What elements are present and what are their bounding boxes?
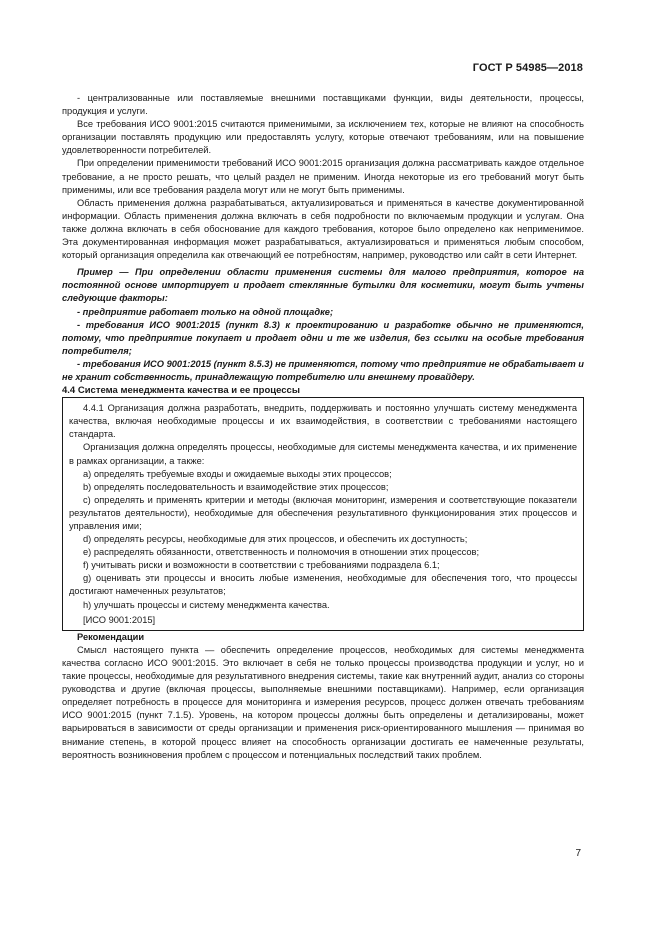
box-list-item: b) определять последовательность и взаимодействие этих процессов; — [83, 481, 389, 492]
box-list-item: с) определять и применять критерии и методы (включая мониторинг, измерения и соответствующие показатели результатов деятельности), необходимые для обеспечения результативного функционирования этих процессов и управления ими; — [69, 494, 577, 531]
intro-paragraph: При определении применимости требований ИСО 9001:2015 организация должна рассматривать каждое отдельное требование, а не просто решать, что целый раздел не применим. Иногда некоторые из его требований могут быть применимы, или все требования раздела могут или не могут быть применимы. — [62, 158, 584, 195]
example-item: - требования ИСО 9001:2015 (пункт 8.5.3) не применяются, потому что предприятие не обрабатывает и не хранит собственность, принадлежащую потребителю или внешнему провайдеру. — [62, 358, 584, 382]
page-content — [62, 92, 584, 762]
box-list-item: g) оценивать эти процессы и вносить любые изменения, необходимые для обеспечения того, что процессы достигают намеченных результатов; — [69, 573, 577, 597]
intro-paragraph: Все требования ИСО 9001:2015 считаются применимыми, за исключением тех, которые не влияют на способность организации поставлять продукцию или предоставлять услугу, которые отвечают требованиям, или на повышение удовлетворенности потребителей. — [62, 119, 584, 156]
document-header: ГОСТ Р 54985—2018 — [472, 62, 583, 74]
recommendations-title: Рекомендации — [77, 631, 145, 642]
box-paragraph: 4.4.1 Организация должна разработать, внедрить, поддерживать и постоянно улучшать систему менеджмента качества, включая необходимые процессы и их взаимодействия, в соответствии с требованиями настоящего стандарта. — [69, 403, 577, 440]
box-list-item: f) учитывать риски и возможности в соответствии с требованиями подраздела 6.1; — [83, 560, 440, 571]
page-number: 7 — [575, 848, 581, 859]
recommendations-text: Смысл настоящего пункта — обеспечить определение процессов, необходимых для системы менеджмента качества согласно ИСО 9001:2015. Это включает в себя не только процессы производства продукции и услуг, но и такие процессы, необходимые для результативного внедрения системы, такие как внутренний аудит, анализ со стороны руководства и другие (включая процессы, выполняемые внешними поставщиками). Например, если организация определяет потребность в процессе для мониторинга и измерения ресурсов, процесс должен отвечать требованиям ИСО 9001:2015 (пункт 7.1.5). Уровень, на котором процессы должны быть определены и детализированы, может варьироваться в зависимости от среды организации и применения риск-ориентированного мышления — принимая во внимание степень, в которой процесс влияет на способность организации достигать ее намеченные результаты, вероятность возникновения проблем с процессом и потенциальных последствий таких проблем. — [62, 644, 584, 760]
box-list-item: d) определять ресурсы, необходимые для этих процессов, и обеспечить их доступность; — [83, 534, 468, 545]
example-block — [62, 266, 584, 384]
intro-paragraph: - централизованные или поставляемые внешними поставщиками функции, виды деятельности, процессы, продукция и услуги. — [62, 93, 584, 117]
box-list-item: h) улучшать процессы и систему менеджмента качества. — [83, 599, 330, 610]
box-list-item: а) определять требуемые входы и ожидаемые выходы этих процессов; — [83, 468, 392, 479]
box-list-item: е) распределять обязанности, ответственность и полномочия в отношении этих процессов; — [83, 547, 480, 558]
standard-quote-box — [62, 397, 584, 631]
example-item: - требования ИСО 9001:2015 (пункт 8.3) к проектированию и разработке обычно не применяются, потому, что предприятие покупает и продает одни и те же изделия, без ссылки на особые требования потребителя; — [62, 319, 584, 356]
example-item: - предприятие работает только на одной площадке; — [77, 306, 334, 317]
section-title: 4.4 Система менеджмента качества и ее процессы — [62, 385, 300, 397]
box-paragraph: Организация должна определять процессы, необходимые для системы менеджмента качества, и их применение в рамках организации, а также: — [69, 442, 577, 466]
intro-paragraph: Область применения должна разрабатываться, актуализироваться и применяться в качестве документированной информации. Область применения должна включать в себя подробности по включаемым продукции и услугам. Она также должна включать в себя обоснование для каждого требования, которое было определено как неприменимое. Эта документированная информация может разрабатываться, актуализироваться и применяться любым способом, который организация определила как отвечающий ее потребностям, например, руководство или сайт в сети Интернет. — [62, 197, 584, 261]
box-reference: [ИСО 9001:2015] — [83, 614, 156, 625]
example-paragraph: Пример — При определении области применения системы для малого предприятия, которое на постоянной основе импортирует и продает стеклянные бутылки для косметики, могут быть учтены следующие факторы: — [62, 267, 584, 304]
